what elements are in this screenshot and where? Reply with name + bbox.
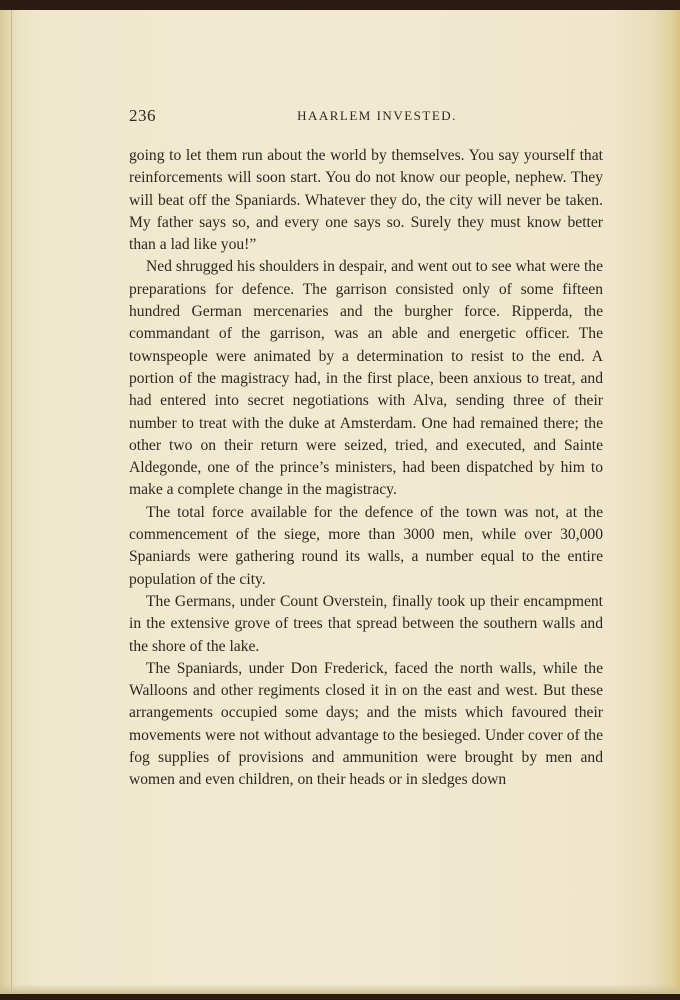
- body-text: [129, 145, 603, 792]
- page-number: 236: [129, 106, 156, 125]
- paragraph: The Germans, under Count Overstein, finally took up their encampment in the extensive grove of trees that spread between the southern walls and the shore of the lake.: [129, 592, 603, 655]
- running-head: HAARLEM INVESTED.: [297, 108, 457, 123]
- page-header: [129, 106, 603, 128]
- paragraph: The total force available for the defence of the town was not, at the commencement of the siege, more than 3000 men, while over 30,000 Spaniards were gathering round its walls, a number equal to the entire population of the city.: [129, 503, 603, 588]
- page-bottom-shadow: [0, 984, 680, 994]
- paragraph: going to let them run about the world by themselves. You say yourself that reinforcements will soon start. You do not know our people, nephew. They will beat off the Spaniards. Whatever they do, the city will never be taken. My father says so, and every one says so. Surely they must know better than a lad like you!”: [129, 147, 603, 254]
- page-edge-shadow: [654, 10, 680, 994]
- gutter-line: [11, 10, 12, 994]
- page-gutter: [0, 10, 18, 994]
- paragraph: The Spaniards, under Don Frederick, faced the north walls, while the Walloons and other regiments closed it in on the east and west. But these arrangements occupied some days; and the mists which favoured their movements were not without advantage to the besieged. Under cover of the fog supplies of provisions and ammunition were brought by men and women and even children, on their heads or in sledges down: [129, 659, 603, 789]
- paragraph: Ned shrugged his shoulders in despair, and went out to see what were the preparations for defence. The garrison consisted only of some fifteen hundred German mercenaries and the burgher force. Ripperda, the commandant of the garrison, was an able and energetic officer. The townspeople were animated by a determination to resist to the end. A portion of the magistracy had, in the first place, been anxious to treat, and had entered into secret negotiations with Alva, sending three of their number to treat with the duke at Amsterdam. One had remained there; the other two on their return were seized, tried, and executed, and Sainte Aldegonde, one of the prince’s ministers, had been dispatched by him to make a complete change in the magistracy.: [129, 258, 603, 499]
